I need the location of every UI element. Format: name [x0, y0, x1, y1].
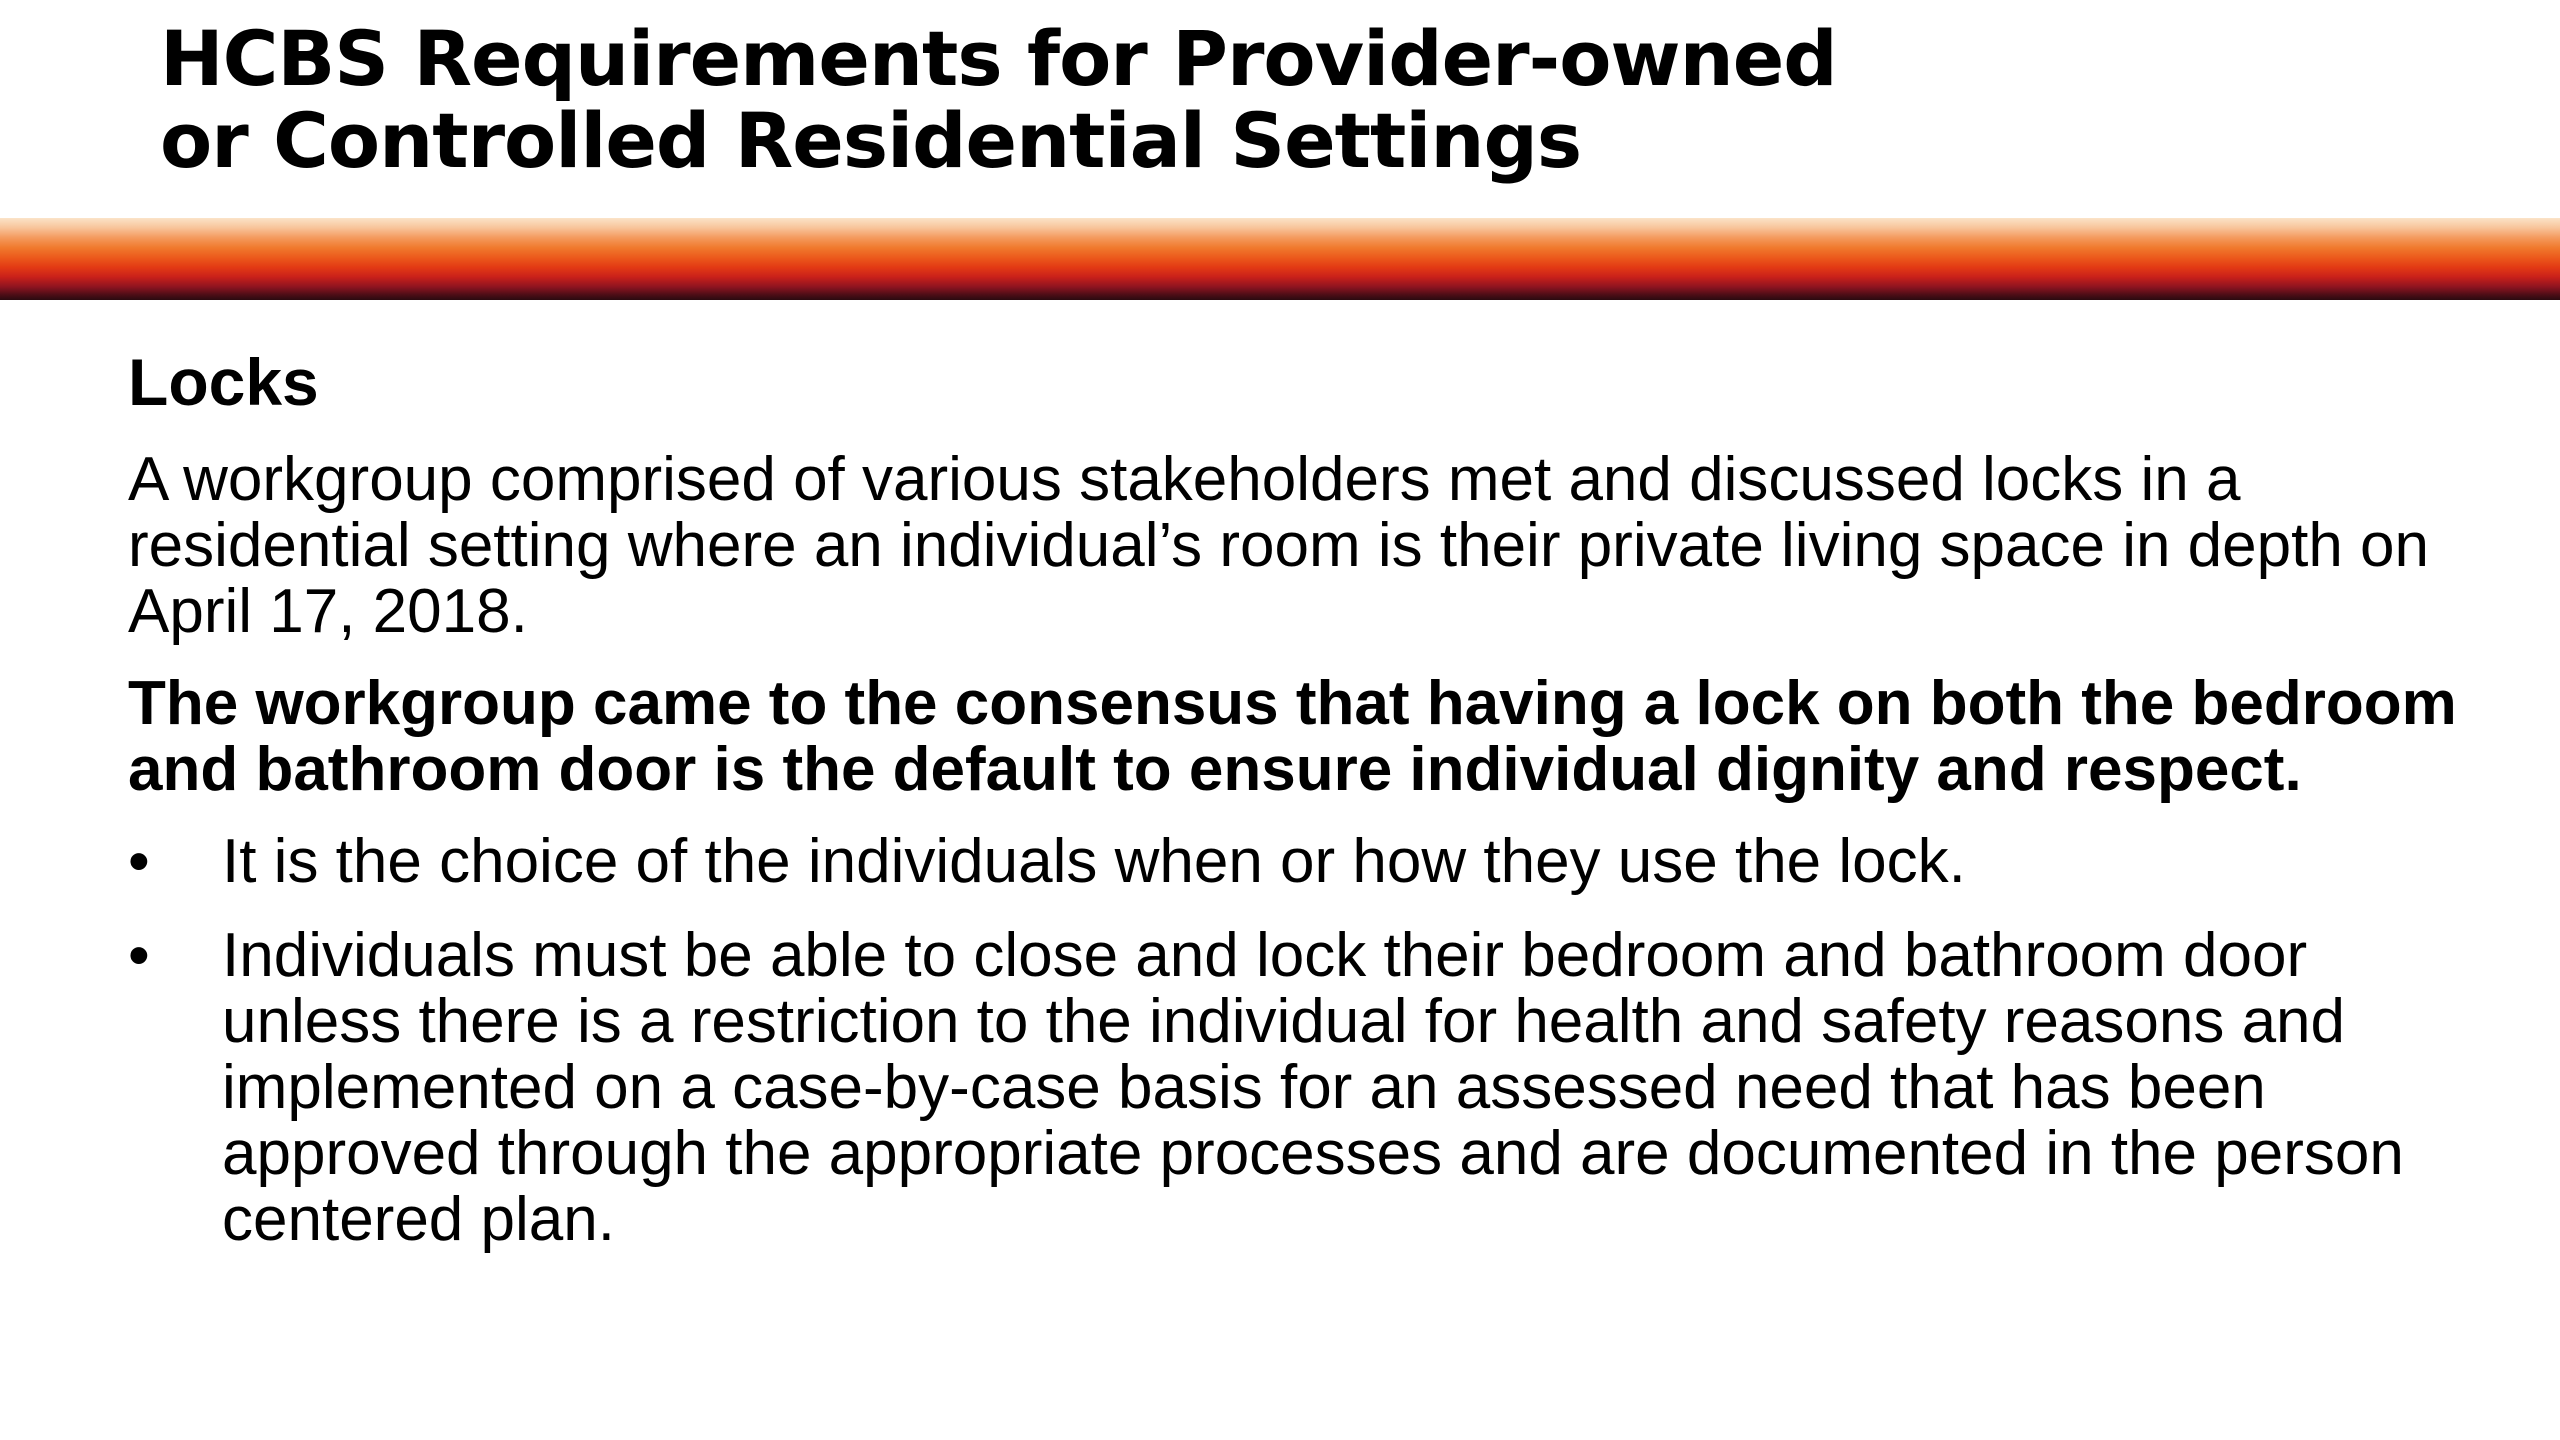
slide-title-line-1: HCBS Requirements for Provider-owned: [160, 14, 1837, 103]
bullet-text: Individuals must be able to close and lock their bedroom and bathroom door unless there is a restriction to the individual for health and safety reasons and implemented on a case-by-case basis for an assessed need that has been approved through the appropriate processes and are documented in the person centered plan.: [222, 921, 2404, 1254]
slide-title: [160, 14, 2360, 185]
decorative-gradient-band: [0, 218, 2560, 300]
intro-paragraph: A workgroup comprised of various stakeholders met and discussed locks in a residential setting where an individual’s room is their private living space in depth on April 17, 2018.: [128, 445, 2430, 646]
bullet-item: [128, 923, 2468, 1253]
bullet-list: [128, 829, 2468, 1253]
consensus-statement: The workgroup came to the consensus that having a lock on both the bedroom and bathroom door is the default to ensure individual dignity and respect.: [128, 669, 2457, 804]
slide-body: [128, 345, 2468, 1281]
section-heading: Locks: [128, 345, 319, 419]
bullet-text: It is the choice of the individuals when or how they use the lock.: [222, 827, 1966, 896]
bullet-dot-icon: •: [128, 827, 150, 896]
bullet-dot-icon: •: [128, 921, 150, 990]
bullet-item: [128, 829, 2468, 895]
slide-title-line-2: or Controlled Residential Settings: [160, 96, 1582, 185]
